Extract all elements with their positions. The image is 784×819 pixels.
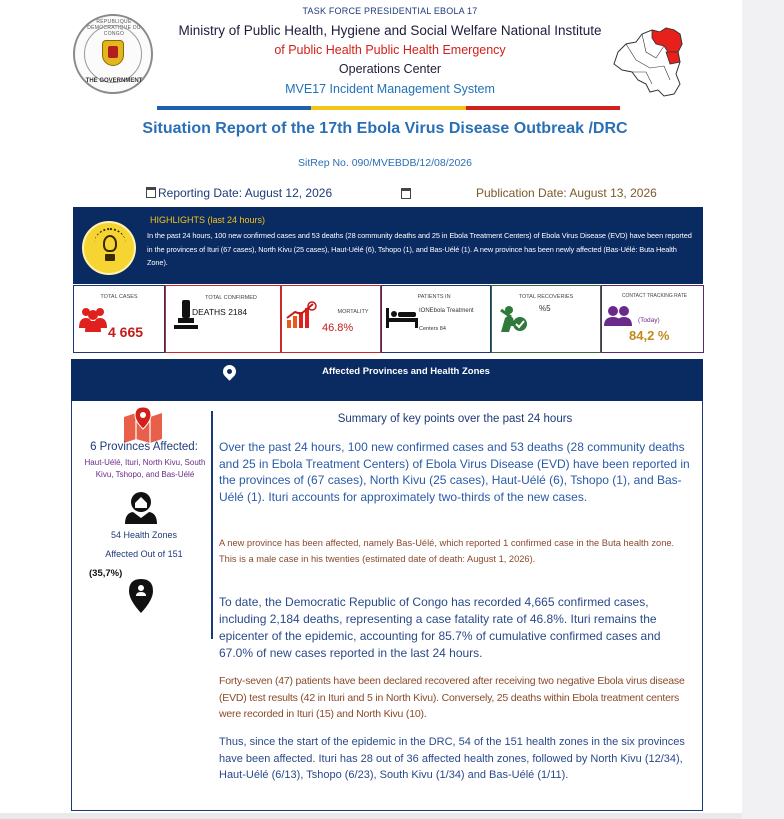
total-cases-card xyxy=(73,285,165,353)
drc-map-icon xyxy=(608,22,690,100)
taskforce-title: TASK FORCE PRESIDENTIAL EBOLA 17 xyxy=(302,6,478,16)
health-zones-percent: (35,7%) xyxy=(89,568,123,579)
affected-section-header xyxy=(71,359,703,401)
patients-text-2: Centers 84 xyxy=(419,326,446,332)
contacts-icon xyxy=(604,304,632,328)
contact-today: (Today) xyxy=(638,317,660,324)
ministry-title: Ministry of Public Health, Hygiene and Social Welfare National Institute xyxy=(178,23,602,38)
summary-paragraph-5: Thus, since the start of the epidemic in the DRC, 54 of the 151 health zones in the six provinces have been affected. Ituri has 28 out of 36 affected health zones, followed by North Kivu (12/34), Haut-Uélé (6/13), Tshopo (6/23), South Kivu (1/34) and Bas-Uélé (1/11). xyxy=(219,736,685,782)
recoveries-label: TOTAL RECOVERIES xyxy=(518,294,574,300)
health-zone-icon xyxy=(123,491,159,525)
calendar-icon xyxy=(401,188,411,199)
column-divider xyxy=(211,411,213,639)
sitrep-number: SitRep No. 090/MVEBDB/12/08/2026 xyxy=(298,157,472,169)
highlights-panel xyxy=(73,207,703,284)
report-title: Situation Report of the 17th Ebola Virus Disease Outbreak /DRC xyxy=(142,120,628,137)
publication-date: Publication Date: August 13, 2026 xyxy=(476,186,657,200)
recovered-person-icon xyxy=(497,304,529,334)
highlights-title: HIGHLIGHTS (last 24 hours) xyxy=(150,215,266,225)
map-pin-icon xyxy=(122,405,164,443)
reporting-date xyxy=(146,186,332,200)
summary-paragraph-1: Over the past 24 hours, 100 new confirmed cases and 53 deaths (28 community deaths and 25 in Ebola Treatment Centers) of Ebola Virus Disease (EVD) have been reported in the provinces of (67 cases), North Kivu (25 cases), Haut-Uélé (6), Tshopo (1), and Bas-Uélé (1). Ituri accounts for approximately two-thirds of the new cases. xyxy=(219,440,690,504)
government-seal xyxy=(73,14,153,94)
summary-title: Summary of key points over the past 24 hours xyxy=(337,413,573,425)
summary-paragraph-3: To date, the Democratic Republic of Congo has recorded 4,665 confirmed cases, including 2,184 deaths, representing a case fatality rate of 46.8%. Ituri remains the epicenter of the epidemic, accounting for 85.7% of cumulative confirmed cases and 67.0% of new cases reported in the last 24 hours. xyxy=(219,595,661,660)
mortality-value: 46.8% xyxy=(322,322,354,334)
patients-label: PATIENTS IN xyxy=(417,294,451,300)
contact-tracking-card xyxy=(601,285,704,353)
flag-stripe-red xyxy=(466,106,620,110)
mortality-card xyxy=(281,285,381,353)
highlights-text: In the past 24 hours, 100 new confirmed cases and 53 deaths (28 community deaths and 25 in Ebola Treatment Centers) of Ebola Virus Disease (EVD) have been reported in the provinces of Ituri (67 cases), North Kivu (25 cases), Haut-Uélé (6), Tshopo (1), and Bas-Uélé (1). A new province has been newly affected (Bas-Uélé: Buta Health Zone). xyxy=(147,231,692,267)
contact-label: CONTACT TRACKING RATE xyxy=(621,293,688,299)
summary-paragraph-2: A new province has been affected, namely Bas-Uélé, which reported 1 confirmed case in the Buta health zone. This is a male case in his twenties (estimated date of death: August 1, 2026). xyxy=(219,538,675,564)
institute-title: of Public Health Public Health Emergency xyxy=(274,43,506,57)
seal-top-text: RÉPUBLIQUE DÉMOCRATIQUE DU CONGO xyxy=(87,19,141,37)
mortality-label: MORTALITY xyxy=(337,309,369,315)
total-confirmed-card xyxy=(165,285,281,353)
total-confirmed-label: TOTAL CONFIRMED xyxy=(205,295,257,301)
flag-stripe-blue xyxy=(157,106,311,110)
health-zones-out-of: Affected Out of 151 xyxy=(105,549,183,559)
location-marker-icon xyxy=(128,578,154,614)
affected-section-title: Affected Provinces and Health Zones xyxy=(322,366,490,377)
lightbulb-icon xyxy=(82,221,136,275)
deaths-text: DEATHS 2184 xyxy=(192,307,248,317)
total-cases-value: 4 665 xyxy=(108,324,144,340)
ims-title: MVE17 Incident Management System xyxy=(285,82,495,96)
recoveries-card xyxy=(491,285,601,353)
provinces-count: 6 Provinces Affected: xyxy=(90,441,198,453)
mortality-chart-icon xyxy=(285,300,319,330)
people-group-icon xyxy=(78,304,108,332)
patients-card xyxy=(381,285,491,353)
hospital-bed-icon xyxy=(385,306,419,328)
calendar-icon xyxy=(146,187,156,198)
patients-text-1: IONEbola Treatment xyxy=(419,308,474,314)
page-bottom-edge xyxy=(0,813,742,819)
contact-value: 84,2 % xyxy=(629,328,670,343)
operations-title: Operations Center xyxy=(338,62,442,76)
health-zones-count: 54 Health Zones xyxy=(110,530,178,540)
provinces-list: Haut-Uélé, Ituri, North Kivu, South Kivu, Tshopo, and Bas-Uélé xyxy=(84,458,206,479)
scrollbar-track[interactable] xyxy=(742,0,784,819)
seal-bottom-text: THE GOVERNMENT xyxy=(85,78,143,84)
recoveries-value: %5 xyxy=(539,304,551,313)
location-pin-icon xyxy=(220,362,238,380)
flag-stripe-yellow xyxy=(311,106,466,110)
total-cases-label: TOTAL CASES xyxy=(100,294,138,300)
reporting-date-text: Reporting Date: August 12, 2026 xyxy=(158,186,333,200)
summary-paragraph-4: Forty-seven (47) patients have been declared recovered after receiving two negative Ebola virus disease (EVD) test results (42 in Ituri and 5 in North Kivu). Conversely, 25 deaths within Ebola treatment centers were recorded in Ituri (15) and North Kivu (10). xyxy=(219,675,685,721)
